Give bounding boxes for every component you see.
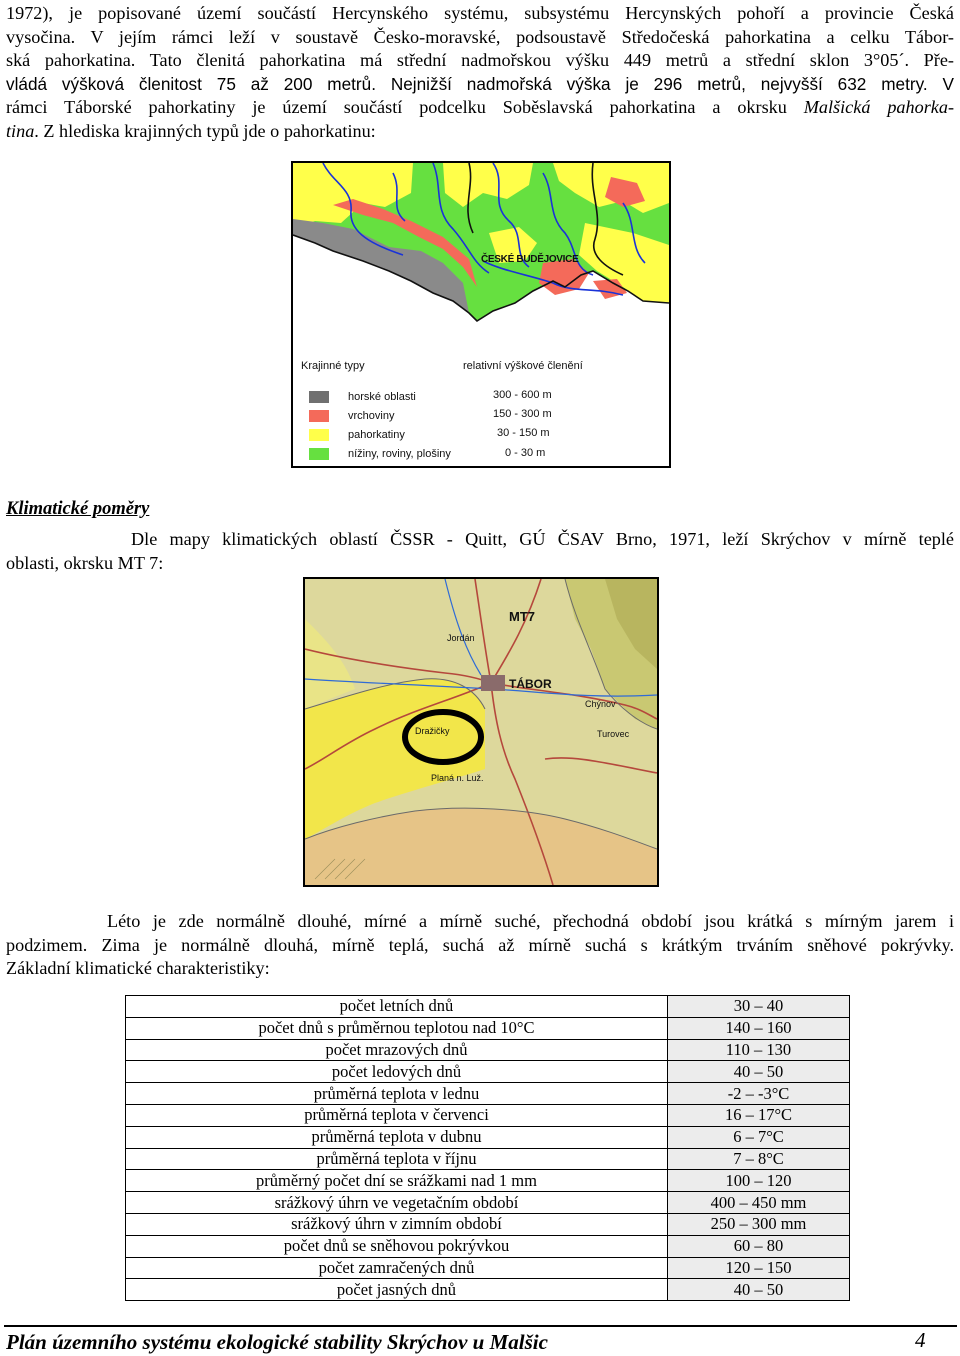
- table-cell-value: 100 – 120: [668, 1170, 850, 1192]
- legend-item-range: 0 - 30 m: [505, 447, 546, 459]
- table-cell-value: 16 – 17°C: [668, 1104, 850, 1126]
- table-row: [126, 1279, 850, 1301]
- table-row: [126, 1126, 850, 1148]
- table-row: [126, 1235, 850, 1257]
- table-row: [126, 1017, 850, 1039]
- text-line: podzimem. Zima je normálně dlouhá, mírně teplá, suchá až mírně suchá s krátkým trváním sněhové pokrývky.: [6, 934, 954, 955]
- section-heading: Klimatické poměry: [6, 499, 150, 519]
- town-label: TÁBOR: [509, 677, 552, 691]
- climate-table: [125, 995, 850, 1301]
- text-line: [6, 96, 954, 120]
- climate-description-paragraph: [6, 910, 954, 981]
- legend-item-label: nížiny, roviny, plošiny: [348, 448, 451, 460]
- text-line: oblasti, okrsku MT 7:: [6, 552, 164, 573]
- table-cell-value: 400 – 450 mm: [668, 1192, 850, 1214]
- legend-swatch-hills: [309, 429, 329, 441]
- legend-item-label: horské oblasti: [348, 391, 416, 403]
- table-row: [126, 996, 850, 1018]
- legend-right-title: relativní výškové členění: [463, 360, 583, 372]
- text-line: vládá výšková členitost 75 až 200 metrů. Nejnižší nadmořská výška je 296 metrů, nejvyšší 632 metry. V: [6, 73, 954, 94]
- city-label: ČESKÉ BUDĚJOVICE: [481, 254, 579, 265]
- table-row: [126, 1104, 850, 1126]
- footer-title: Plán územního systému ekologické stability Skrýchov u Malšic: [6, 1330, 548, 1354]
- table-cell-label: průměrná teplota v lednu: [126, 1083, 668, 1105]
- page-number: 4: [915, 1328, 926, 1352]
- table-cell-label: počet jasných dnů: [126, 1279, 668, 1301]
- intro-paragraph: [6, 2, 954, 143]
- text-segment: . Z hlediska krajinných typů jde o pahorkatinu:: [34, 120, 376, 141]
- footer-divider: [4, 1325, 957, 1327]
- table-cell-label: srážkový úhrn ve vegetačním období: [126, 1192, 668, 1214]
- table-row: [126, 1213, 850, 1235]
- table-cell-label: počet dnů s průměrnou teplotou nad 10°C: [126, 1017, 668, 1039]
- text-segment: rámci Táborské pahorkatiny je území součástí podcelku Soběslavská pahorkatina a okrsku: [6, 97, 804, 117]
- table-row: [126, 1083, 850, 1105]
- table-row: [126, 1170, 850, 1192]
- place-label: Dražičky: [415, 726, 450, 736]
- table-row: [126, 1061, 850, 1083]
- table-cell-label: průměrná teplota v říjnu: [126, 1148, 668, 1170]
- landscape-types-map: [291, 161, 671, 468]
- table-cell-value: 140 – 160: [668, 1017, 850, 1039]
- place-label: Planá n. Luž.: [431, 773, 484, 783]
- table-row: [126, 1257, 850, 1279]
- table-cell-label: průměrná teplota v červenci: [126, 1104, 668, 1126]
- table-cell-label: srážkový úhrn v zimním období: [126, 1213, 668, 1235]
- table-cell-value: 110 – 130: [668, 1039, 850, 1061]
- legend-item-range: 30 - 150 m: [497, 427, 550, 439]
- table-cell-value: 40 – 50: [668, 1061, 850, 1083]
- table-cell-label: počet zamračených dnů: [126, 1257, 668, 1279]
- legend-left-title: Krajinné typy: [301, 360, 365, 372]
- text-line: ská pahorkatina. Tato členitá pahorkatina má střední nadmořskou výšku 449 metrů a střední sklon 3°05´. Pře-: [6, 50, 954, 70]
- table-cell-label: počet mrazových dnů: [126, 1039, 668, 1061]
- table-cell-value: 60 – 80: [668, 1235, 850, 1257]
- table-cell-label: průměrná teplota v dubnu: [126, 1126, 668, 1148]
- table-cell-value: 120 – 150: [668, 1257, 850, 1279]
- italic-term: Malšická pahorka-: [803, 97, 954, 117]
- legend-item-label: vrchoviny: [348, 410, 395, 422]
- table-cell-value: 6 – 7°C: [668, 1126, 850, 1148]
- climate-intro-paragraph: [6, 528, 954, 575]
- text-line: Dle mapy klimatických oblastí ČSSR - Quitt, GÚ ČSAV Brno, 1971, leží Skrýchov v mírně teplé: [131, 529, 954, 549]
- text-line: [6, 120, 954, 144]
- text-line: Základní klimatické charakteristiky:: [6, 958, 270, 978]
- climate-regions-map: [303, 577, 659, 887]
- text-line: vysočina. V jejím rámci leží v soustavě Česko-moravské, podsoustavě Středočeská pahorkatina a celku Tábor-: [6, 26, 954, 47]
- legend-item-range: 300 - 600 m: [493, 389, 552, 401]
- table-cell-value: 250 – 300 mm: [668, 1213, 850, 1235]
- table-cell-value: 30 – 40: [668, 996, 850, 1018]
- legend-item-range: 150 - 300 m: [493, 408, 552, 420]
- italic-term: tina: [6, 120, 35, 141]
- table-cell-value: -2 – -3°C: [668, 1083, 850, 1105]
- table-row: [126, 1039, 850, 1061]
- climate-table-body: [126, 996, 850, 1301]
- table-row: [126, 1148, 850, 1170]
- table-cell-value: 40 – 50: [668, 1279, 850, 1301]
- table-cell-label: počet ledových dnů: [126, 1061, 668, 1083]
- table-row: [126, 1192, 850, 1214]
- region-label: MT7: [509, 609, 535, 624]
- legend-swatch-mountains: [309, 391, 329, 403]
- table-cell-value: 7 – 8°C: [668, 1148, 850, 1170]
- place-label: Chýnov: [585, 699, 616, 709]
- table-cell-label: počet dnů se sněhovou pokrývkou: [126, 1235, 668, 1257]
- table-cell-label: průměrný počet dní se srážkami nad 1 mm: [126, 1170, 668, 1192]
- legend-swatch-highlands: [309, 410, 329, 422]
- text-line: Léto je zde normálně dlouhé, mírné a mírně suché, přechodná období jsou krátká s mírným jarem i: [107, 911, 954, 931]
- legend-item-label: pahorkatiny: [348, 429, 405, 441]
- text-line: 1972), je popisované území součástí Hercynského systému, subsystému Hercynských pohoří a provincie Česká: [6, 3, 954, 23]
- legend-swatch-lowlands: [309, 448, 329, 460]
- table-cell-label: počet letních dnů: [126, 996, 668, 1018]
- place-label: Turovec: [597, 729, 630, 739]
- place-label: Jordán: [447, 633, 475, 643]
